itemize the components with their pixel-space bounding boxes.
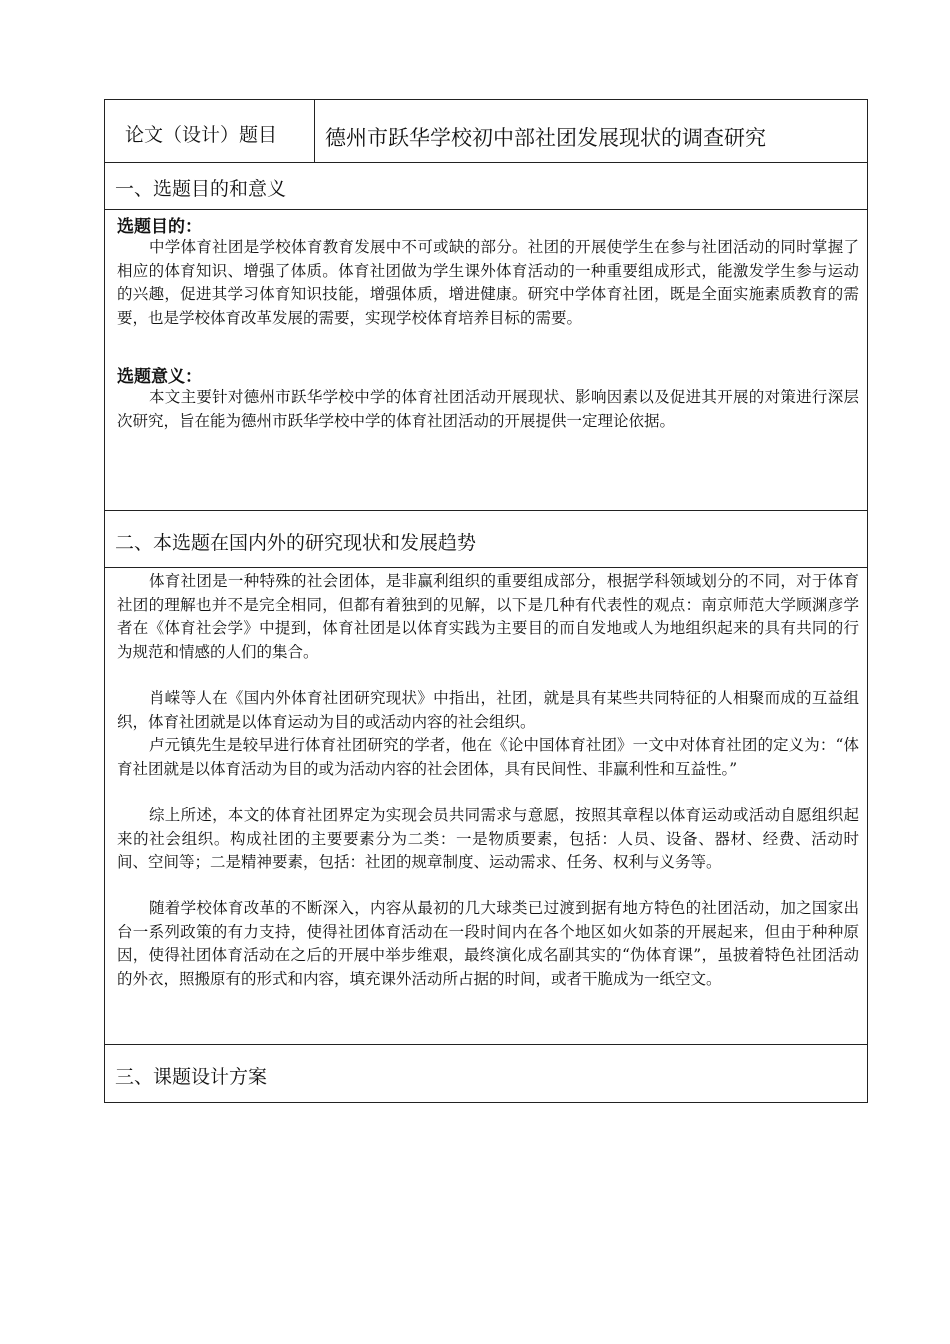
research-paragraph: 肖嵘等人在《国内外体育社团研究现状》中指出，社团，就是具有某些共同特征的人相聚而成的互益组织，体育社团就是以体育运动为目的或活动内容的社会组织。: [117, 689, 859, 731]
row-divider: [105, 510, 867, 511]
title-label: 论文（设计）题目: [125, 124, 278, 146]
significance-heading: 选题意义：: [117, 367, 202, 387]
section3-heading: 三、课题设计方案: [115, 1066, 268, 1088]
research-paragraph: 综上所述，本文的体育社团界定为实现会员共同需求与意愿，按照其章程以体育运动或活动自愿组织起来的社会组织。构成社团的主要要素分为二类：一是物质要素，包括：人员、设备、器材、经费、活动时间、空间等；二是精神要素，包括：社团的规章制度、运动需求、任务、权利与义务等。: [117, 806, 859, 871]
row-divider: [105, 567, 867, 568]
purpose-paragraph: 中学体育社团是学校体育教育发展中不可或缺的部分。社团的开展使学生在参与社团活动的同时掌握了相应的体育知识、增强了体质。体育社团做为学生课外体育活动的一种重要组成形式，能激发学生参与运动的兴趣，促进其学习体育知识技能，增强体质，增进健康。研究中学体育社团，既是全面实施素质教育的需要，也是学校体育改革发展的需要，实现学校体育培养目标的需要。: [117, 238, 859, 327]
thesis-title: 德州市跃华学校初中部社团发展现状的调查研究: [325, 126, 766, 150]
research-paragraph: 卢元镇先生是较早进行体育社团研究的学者，他在《论中国体育社团》一文中对体育社团的定义为：“体育社团就是以体育活动为目的或为活动内容的社会团体，具有民间性、非赢利性和互益性。”: [117, 736, 859, 778]
research-paragraph: 随着学校体育改革的不断深入，内容从最初的几大球类已过渡到据有地方特色的社团活动，加之国家出台一系列政策的有力支持，使得社团体育活动在一段时间内在各个地区如火如荼的开展起来，但由于种种原因，使得社团体育活动在之后的开展中举步维艰，最终演化成名副其实的“伪体育课”，虽披着特色社团活动的外衣，照搬原有的形式和内容，填充课外活动所占据的时间，或者干脆成为一纸空文。: [117, 899, 859, 988]
proposal-table: [104, 99, 868, 1103]
row-divider: [105, 1044, 867, 1045]
section2-heading: 二、本选题在国内外的研究现状和发展趋势: [115, 532, 477, 554]
row-divider: [105, 209, 867, 210]
purpose-heading: 选题目的：: [117, 217, 202, 237]
research-paragraph: 体育社团是一种特殊的社会团体，是非赢利组织的重要组成部分，根据学科领域划分的不同，对于体育社团的理解也并不是完全相同，但都有着独到的见解，以下是几种有代表性的观点：南京师范大学顾渊彦学者在《体育社会学》中提到，体育社团是以体育实践为主要目的而自发地或人为地组织起来的具有共同的行为规范和情感的人们的集合。: [117, 572, 859, 661]
significance-paragraph: 本文主要针对德州市跃华学校中学的体育社团活动开展现状、影响因素以及促进其开展的对策进行深层次研究，旨在能为德州市跃华学校中学的体育社团活动的开展提供一定理论依据。: [117, 388, 859, 430]
row-divider: [105, 162, 867, 163]
section1-heading: 一、选题目的和意义: [115, 178, 287, 200]
title-column-divider: [314, 100, 315, 162]
